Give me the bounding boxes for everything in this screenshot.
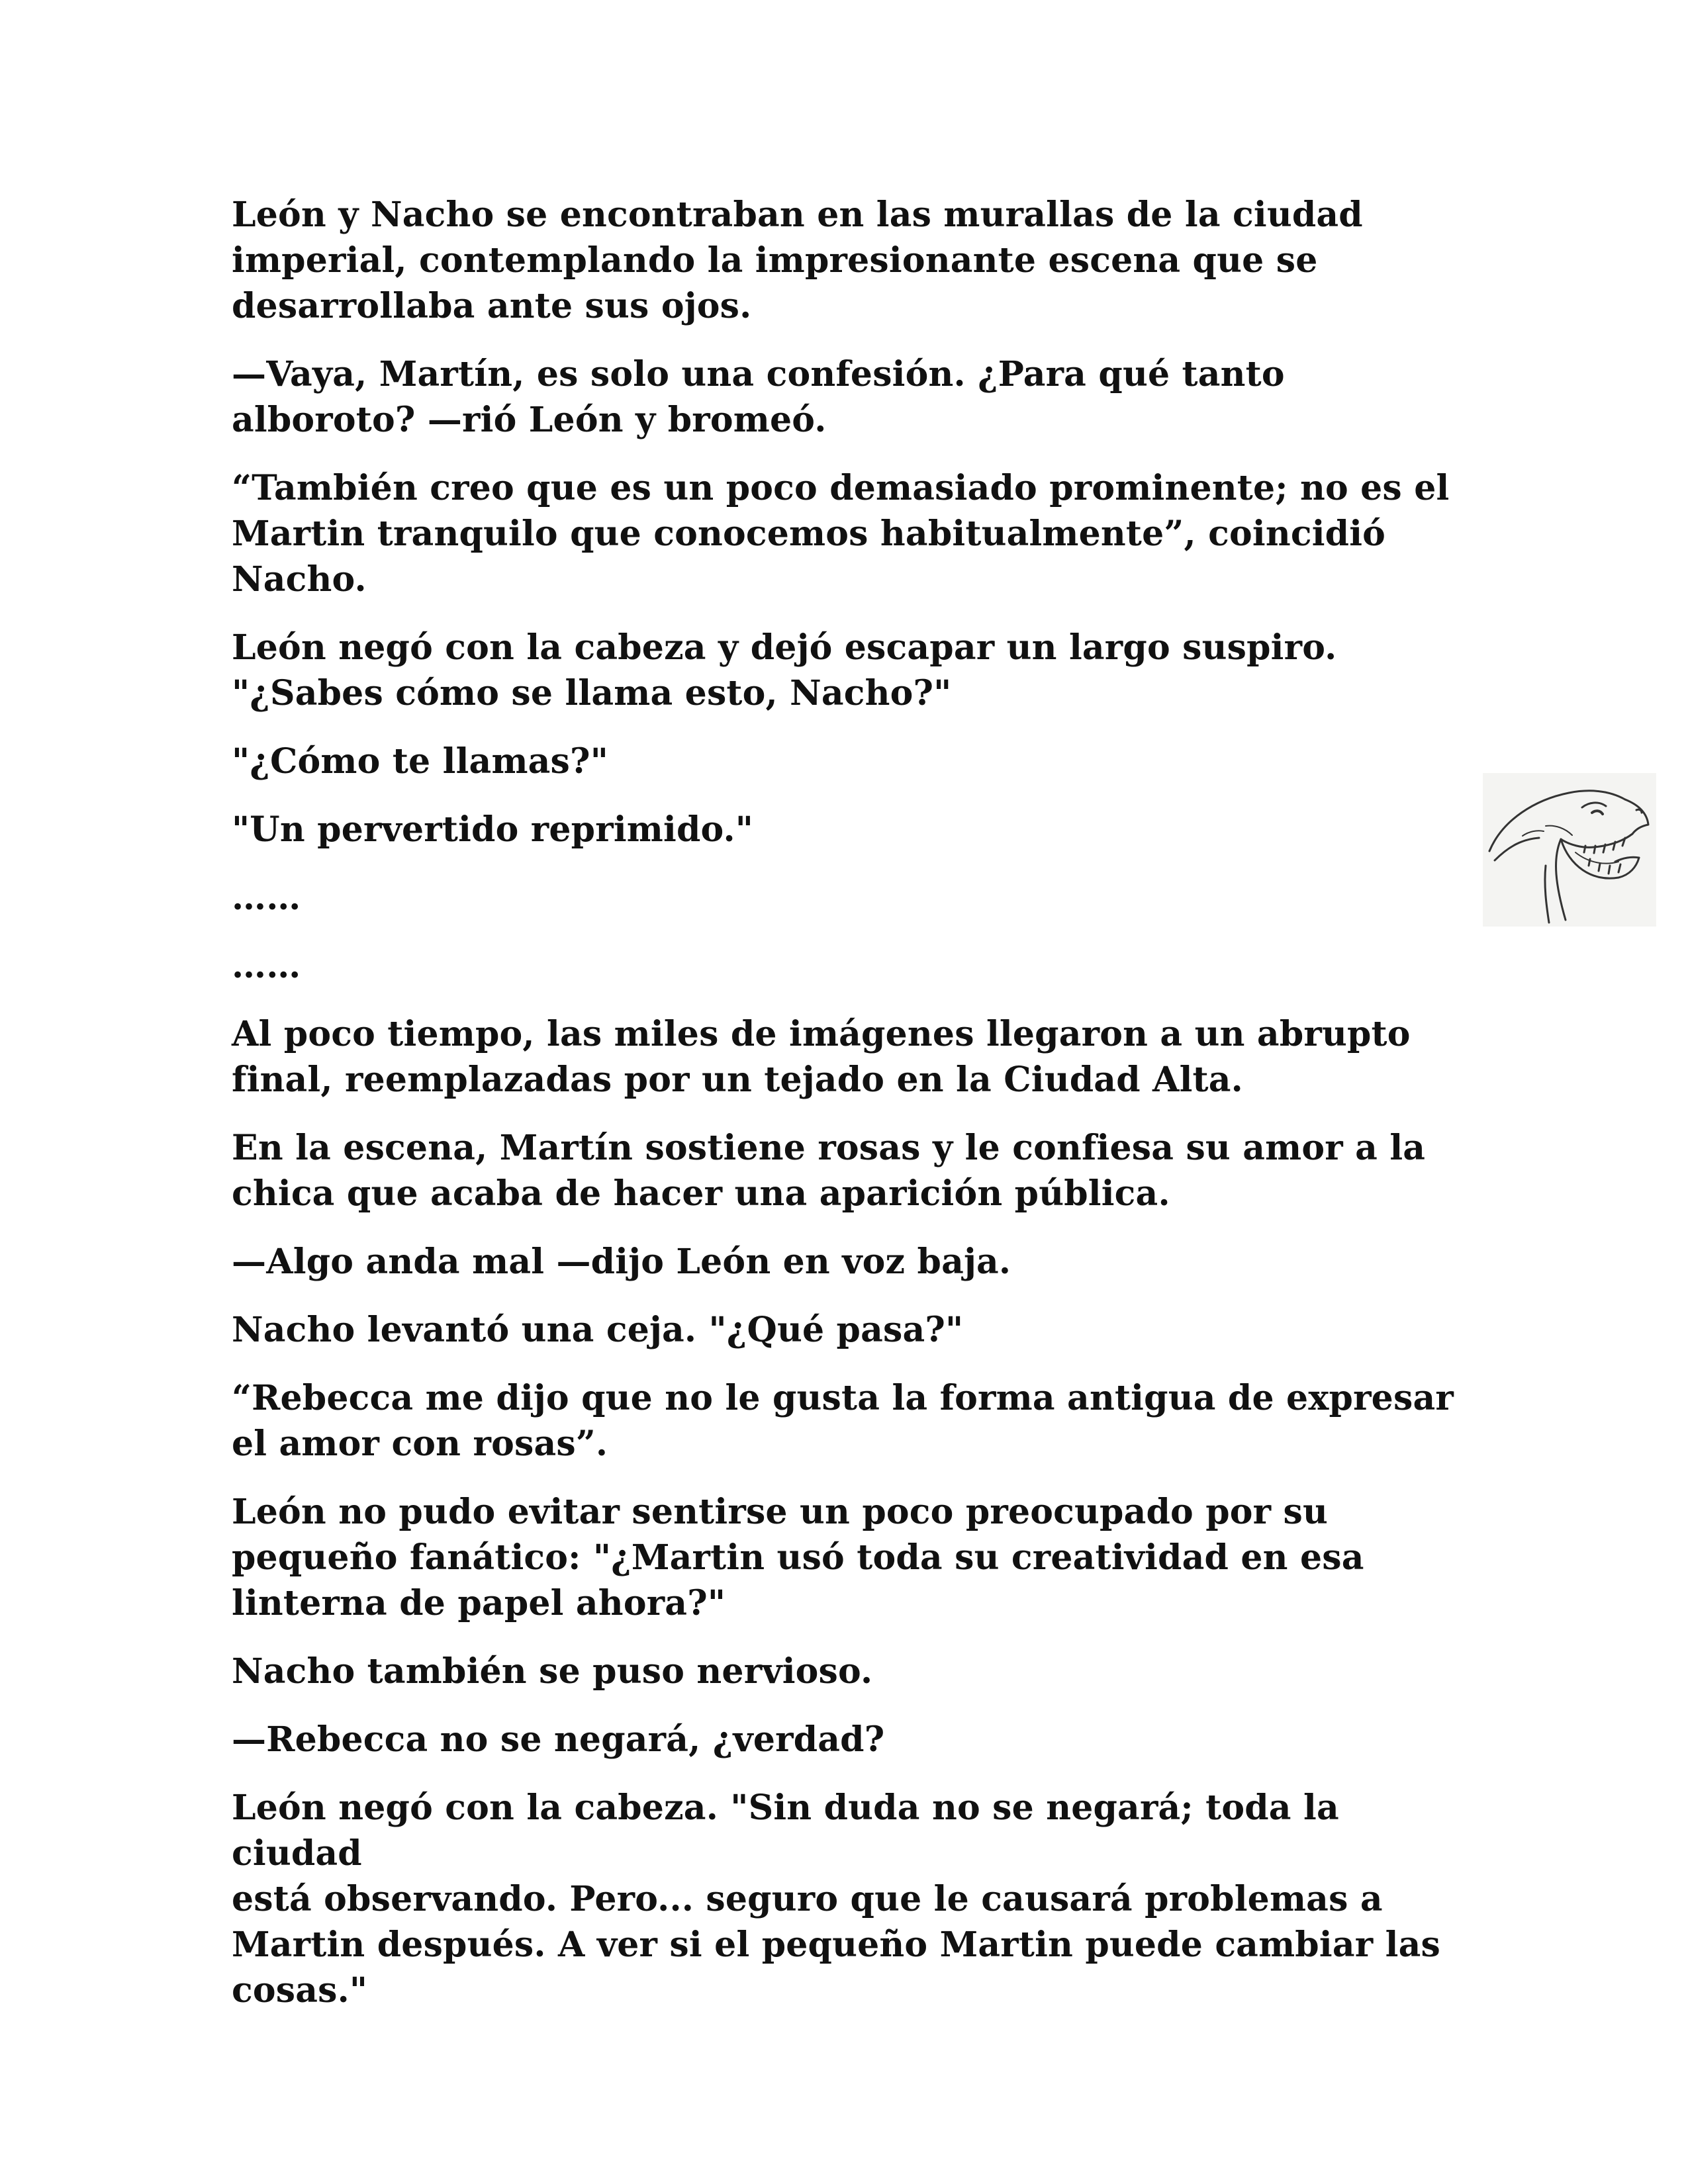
paragraph: “También creo que es un poco demasiado prominente; no es el Martin tranquilo que conocemos habitualmente”, coincidió Nacho. [232, 468, 1450, 600]
dinosaur-head-sketch-icon [1483, 773, 1656, 927]
paragraph: Nacho también se puso nervioso. [232, 1651, 873, 1692]
paragraph: —Algo anda mal —dijo León en voz baja. [232, 1242, 1011, 1282]
paragraph: León y Nacho se encontraban en las murallas de la ciudad imperial, contemplando la impresionante escena que se desarrollaba ante sus ojos. [232, 195, 1363, 326]
scene-break: …… [232, 946, 301, 986]
paragraph: —Vaya, Martín, es solo una confesión. ¿Para qué tanto alboroto? —rió León y bromeó. [232, 354, 1285, 440]
paragraph: "Un pervertido reprimido." [232, 809, 754, 850]
paragraph: León no pudo evitar sentirse un poco preocupado por su pequeño fanático: "¿Martin usó toda su creatividad en esa linterna de papel ahora?" [232, 1492, 1364, 1623]
paragraph: "¿Cómo te llamas?" [232, 741, 608, 782]
paragraph: “Rebecca me dijo que no le gusta la forma antigua de expresar el amor con rosas”. [232, 1378, 1454, 1464]
paragraph: León negó con la cabeza y dejó escapar un largo suspiro. "¿Sabes cómo se llama esto, Nacho?" [232, 627, 1337, 713]
paragraph: Al poco tiempo, las miles de imágenes llegaron a un abrupto final, reemplazadas por un tejado en la Ciudad Alta. [232, 1014, 1411, 1100]
story-text [232, 192, 1476, 2036]
scene-break: …… [232, 878, 301, 918]
paragraph: En la escena, Martín sostiene rosas y le confiesa su amor a la chica que acaba de hacer una aparición pública. [232, 1128, 1426, 1214]
paragraph: —Rebecca no se negará, ¿verdad? [232, 1719, 885, 1760]
paragraph: León negó con la cabeza. "Sin duda no se negará; toda la ciudad está observando. Pero... seguro que le causará problemas a Martin después. A ver si el pequeño Martin puede cambiar las cosas." [232, 1788, 1440, 2011]
paragraph: Nacho levantó una ceja. "¿Qué pasa?" [232, 1310, 964, 1350]
